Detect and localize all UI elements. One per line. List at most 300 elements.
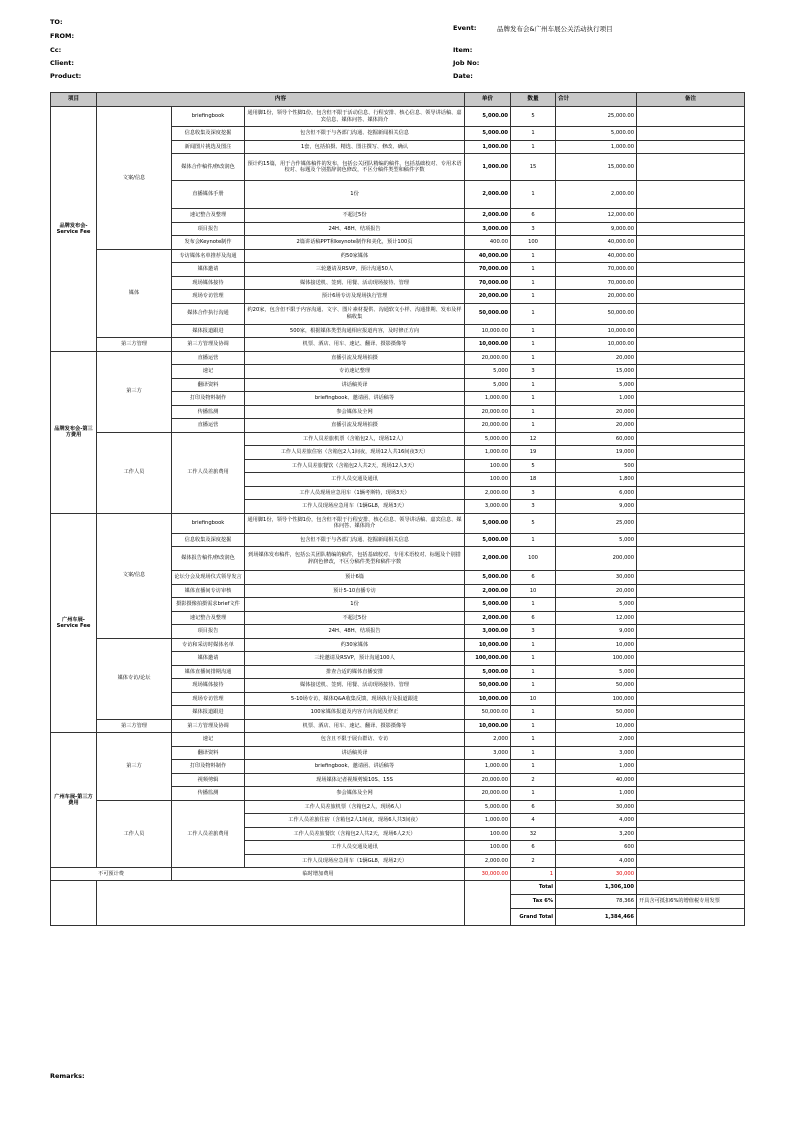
row-quantity: 1	[511, 249, 556, 263]
row-remark	[637, 209, 745, 223]
row-remark	[637, 338, 745, 352]
group-name: 媒体专访/论坛	[97, 638, 172, 719]
table-row	[51, 638, 745, 652]
event-label: Event:	[453, 24, 477, 32]
row-item: 现场媒体接待	[172, 276, 245, 290]
row-remark	[637, 303, 745, 324]
row-description: 工作人员现场应急用车（1辆GL8，现场2天）	[245, 854, 465, 868]
row-remark	[637, 459, 745, 473]
row-quantity: 2	[511, 773, 556, 787]
row-total: 5,000	[556, 533, 637, 547]
row-quantity: 1	[511, 746, 556, 760]
row-total: 600	[556, 841, 637, 855]
row-item: 专访和采访时媒体名单	[172, 638, 245, 652]
row-quantity: 5	[511, 513, 556, 533]
row-total: 20,000.00	[556, 290, 637, 304]
row-total: 3,200	[556, 827, 637, 841]
row-remark	[637, 692, 745, 706]
row-item: 媒体合作稿件/修改润色	[172, 154, 245, 181]
row-item: 媒体合作执行沟通	[172, 303, 245, 324]
row-quantity: 3	[511, 625, 556, 639]
row-description: 工作人员交通及通讯	[245, 841, 465, 855]
group-name: 文案/信息	[97, 513, 172, 638]
row-total: 70,000.00	[556, 276, 637, 290]
row-total: 12,000.00	[556, 209, 637, 223]
row-quantity: 1	[511, 324, 556, 338]
contingency-remark	[637, 868, 745, 881]
row-quantity: 6	[511, 841, 556, 855]
row-total: 20,000	[556, 419, 637, 433]
summary-note	[637, 881, 745, 895]
row-unit-price: 70,000.00	[465, 263, 511, 277]
row-unit-price: 5,000.00	[465, 665, 511, 679]
row-quantity: 19	[511, 446, 556, 460]
row-description: 预计6场专访及现场执行管理	[245, 290, 465, 304]
row-quantity: 3	[511, 365, 556, 379]
row-quantity: 1	[511, 787, 556, 801]
row-unit-price: 2,000.00	[465, 611, 511, 625]
row-unit-price: 3,000.00	[465, 500, 511, 514]
row-quantity: 3	[511, 222, 556, 236]
row-total: 1,000	[556, 392, 637, 406]
row-total: 9,000.00	[556, 222, 637, 236]
row-total: 19,000	[556, 446, 637, 460]
row-item: 媒体邀请	[172, 263, 245, 277]
row-quantity: 1	[511, 679, 556, 693]
row-description: 24H、48H、结项报告	[245, 222, 465, 236]
row-quantity: 1	[511, 760, 556, 774]
row-unit-price: 100.00	[465, 841, 511, 855]
row-item: 打印及物料制作	[172, 760, 245, 774]
row-item: 媒体邀请	[172, 652, 245, 666]
row-remark	[637, 236, 745, 250]
row-quantity: 32	[511, 827, 556, 841]
row-unit-price: 20,000.00	[465, 773, 511, 787]
row-total: 40,000.00	[556, 249, 637, 263]
row-total: 50,000.00	[556, 303, 637, 324]
table-header-row	[51, 93, 745, 107]
row-unit-price: 20,000.00	[465, 787, 511, 801]
row-quantity: 1	[511, 533, 556, 547]
row-total: 15,000.00	[556, 154, 637, 181]
row-total: 20,000	[556, 351, 637, 365]
table-row	[51, 800, 745, 814]
product-label: Product:	[50, 72, 82, 80]
contingency-description: 临时增加费用	[172, 868, 465, 881]
group-subname: 工作人员差旅费用	[172, 800, 245, 868]
row-item: 速记整合及整理	[172, 611, 245, 625]
row-total: 5,000	[556, 378, 637, 392]
row-item: 媒体直播间排期沟通	[172, 665, 245, 679]
header-item: 项目	[51, 93, 97, 107]
row-unit-price: 1,000.00	[465, 140, 511, 154]
row-quantity: 100	[511, 547, 556, 571]
row-quantity: 1	[511, 652, 556, 666]
row-total: 20,000	[556, 584, 637, 598]
row-remark	[637, 140, 745, 154]
row-unit-price: 5,000.00	[465, 571, 511, 585]
row-quantity: 1	[511, 706, 556, 720]
row-unit-price: 5,000.00	[465, 800, 511, 814]
row-quantity: 1	[511, 598, 556, 612]
row-total: 4,000	[556, 854, 637, 868]
row-quantity: 10	[511, 584, 556, 598]
row-total: 30,000	[556, 800, 637, 814]
row-quantity: 1	[511, 338, 556, 352]
row-item: 第三方管理及协调	[172, 338, 245, 352]
table-row	[51, 733, 745, 747]
row-unit-price: 10,000.00	[465, 692, 511, 706]
row-item: 媒体直播间专访审核	[172, 584, 245, 598]
summary-label: Grand Total	[511, 909, 556, 926]
summary-note: 开具含可抵扣6%的增值税专用发票	[637, 895, 745, 909]
row-quantity: 3	[511, 500, 556, 514]
row-remark	[637, 800, 745, 814]
row-description: 1份	[245, 181, 465, 209]
row-description: 约30家媒体	[245, 638, 465, 652]
header-remarks: 备注	[637, 93, 745, 107]
row-total: 5,000.00	[556, 127, 637, 141]
row-quantity: 5	[511, 459, 556, 473]
row-quantity: 6	[511, 800, 556, 814]
section-name: 品牌发布会-第三方费用	[51, 351, 97, 513]
row-item: 论坛分会及现场仪式领导发言	[172, 571, 245, 585]
row-unit-price: 10,000.00	[465, 719, 511, 733]
row-unit-price: 5,000.00	[465, 533, 511, 547]
row-description: 约50家媒体	[245, 249, 465, 263]
row-unit-price: 2,000.00	[465, 209, 511, 223]
row-total: 1,800	[556, 473, 637, 487]
header-unit-price: 单价	[465, 93, 511, 107]
row-description: 包含但不限于与各部门沟通、挖掘新闻相关信息	[245, 127, 465, 141]
row-description: 包含但不限于与各部门沟通、挖掘新闻相关信息	[245, 533, 465, 547]
row-total: 40,000.00	[556, 236, 637, 250]
row-unit-price: 40,000.00	[465, 249, 511, 263]
group-name: 第三方管理	[97, 338, 172, 352]
row-description: 工作人员差旅餐饮（含箱包2人共2天，现场12人3天）	[245, 459, 465, 473]
row-quantity: 1	[511, 263, 556, 277]
row-quantity: 12	[511, 432, 556, 446]
row-description: 讲话稿英译	[245, 378, 465, 392]
row-total: 1,000	[556, 787, 637, 801]
row-unit-price: 5,000.00	[465, 513, 511, 533]
row-unit-price: 100.00	[465, 473, 511, 487]
section-name: 广州车展-Service Fee	[51, 513, 97, 733]
header-total: 合计	[556, 93, 637, 107]
row-total: 9,000	[556, 625, 637, 639]
section-name: 品牌发布会-Service Fee	[51, 107, 97, 352]
row-unit-price: 10,000.00	[465, 638, 511, 652]
group-name: 媒体	[97, 249, 172, 338]
row-item: briefingbook	[172, 107, 245, 127]
group-name: 文案/信息	[97, 107, 172, 250]
row-item: 速记整合及整理	[172, 209, 245, 223]
group-subname: 工作人员差旅费用	[172, 432, 245, 513]
row-remark	[637, 584, 745, 598]
row-total: 100,000	[556, 692, 637, 706]
row-item: 直播运营	[172, 351, 245, 365]
row-remark	[637, 351, 745, 365]
row-quantity: 1	[511, 276, 556, 290]
date-label: Date:	[453, 72, 473, 80]
table-row	[51, 351, 745, 365]
row-description: 100家媒体报道及内容方向沟通及修正	[245, 706, 465, 720]
row-item: 直播运营	[172, 419, 245, 433]
header-quantity: 数量	[511, 93, 556, 107]
row-remark	[637, 814, 745, 828]
row-item: 现场专访管理	[172, 692, 245, 706]
row-quantity: 1	[511, 405, 556, 419]
row-total: 5,000	[556, 598, 637, 612]
summary-value: 78,366	[556, 895, 637, 909]
item-label: Item:	[453, 46, 473, 54]
row-description: 参会媒体及全网	[245, 787, 465, 801]
row-item: 发布会Keynote制作	[172, 236, 245, 250]
row-quantity: 1	[511, 351, 556, 365]
row-total: 500	[556, 459, 637, 473]
row-remark	[637, 638, 745, 652]
row-remark	[637, 719, 745, 733]
row-quantity: 1	[511, 719, 556, 733]
row-quantity: 6	[511, 209, 556, 223]
row-item: 现场专访管理	[172, 290, 245, 304]
row-description: 直播引流及现场拍摄	[245, 351, 465, 365]
row-unit-price: 3,000.00	[465, 222, 511, 236]
row-unit-price: 2,000.00	[465, 854, 511, 868]
row-total: 25,000	[556, 513, 637, 533]
row-quantity: 6	[511, 611, 556, 625]
row-item: briefingbook	[172, 513, 245, 533]
row-unit-price: 5,000.00	[465, 127, 511, 141]
row-description: 工作人员差旅机票（含箱包2人，现场12人）	[245, 432, 465, 446]
row-total: 100,000	[556, 652, 637, 666]
table-row	[51, 719, 745, 733]
row-remark	[637, 324, 745, 338]
row-description: 1套，包括拍摄、精选、图注撰写、修改、确认	[245, 140, 465, 154]
row-quantity: 3	[511, 486, 556, 500]
row-total: 2,000.00	[556, 181, 637, 209]
row-total: 40,000	[556, 773, 637, 787]
row-description: 媒体接送机、签到、用餐、活动现场接待、管理	[245, 276, 465, 290]
row-item: 打印及物料制作	[172, 392, 245, 406]
row-total: 5,000	[556, 665, 637, 679]
row-total: 2,000	[556, 733, 637, 747]
row-quantity: 6	[511, 571, 556, 585]
summary-note	[637, 909, 745, 926]
row-unit-price: 2,000.00	[465, 181, 511, 209]
summary-blank-c	[465, 881, 511, 926]
row-remark	[637, 432, 745, 446]
row-remark	[637, 827, 745, 841]
contingency-label: 不可预计费	[51, 868, 172, 881]
row-item: 媒体报告稿件/修改润色	[172, 547, 245, 571]
row-item: 项目报告	[172, 222, 245, 236]
row-total: 60,000	[556, 432, 637, 446]
quotation-table	[50, 92, 745, 926]
row-remark	[637, 571, 745, 585]
row-total: 10,000.00	[556, 324, 637, 338]
row-remark	[637, 181, 745, 209]
row-remark	[637, 446, 745, 460]
group-name: 工作人员	[97, 432, 172, 513]
row-description: 不超过5份	[245, 611, 465, 625]
row-item: 专访媒体名单推荐及沟通	[172, 249, 245, 263]
row-unit-price: 20,000.00	[465, 351, 511, 365]
row-remark	[637, 760, 745, 774]
row-total: 25,000.00	[556, 107, 637, 127]
row-description: 工作人员差旅餐饮（含箱包2人共2天，现场6人2天）	[245, 827, 465, 841]
summary-label: Total	[511, 881, 556, 895]
row-quantity: 1	[511, 378, 556, 392]
section-name: 广州车展-第三方费用	[51, 733, 97, 868]
row-remark	[637, 773, 745, 787]
row-total: 50,000	[556, 679, 637, 693]
row-quantity: 1	[511, 303, 556, 324]
row-remark	[637, 746, 745, 760]
row-description: briefingbook、邀请函、讲话稿等	[245, 760, 465, 774]
event-value: 品牌发布会&广州车展公关活动执行项目	[497, 25, 613, 33]
row-total: 200,000	[556, 547, 637, 571]
summary-blank-a	[51, 881, 97, 926]
row-unit-price: 5,000	[465, 378, 511, 392]
row-item: 速记	[172, 365, 245, 379]
row-unit-price: 50,000.00	[465, 303, 511, 324]
row-description: 三轮邀请及RSVP，预计沟通100人	[245, 652, 465, 666]
row-unit-price: 10,000.00	[465, 338, 511, 352]
row-total: 50,000	[556, 706, 637, 720]
row-description: 媒体接送机、签到、用餐、活动现场接待、管理	[245, 679, 465, 693]
row-total: 3,000	[556, 746, 637, 760]
row-description: 参会媒体及全网	[245, 405, 465, 419]
row-quantity: 100	[511, 236, 556, 250]
row-unit-price: 20,000.00	[465, 290, 511, 304]
row-remark	[637, 154, 745, 181]
row-remark	[637, 419, 745, 433]
table-row	[51, 513, 745, 533]
row-quantity: 1	[511, 733, 556, 747]
row-remark	[637, 500, 745, 514]
row-total: 30,000	[556, 571, 637, 585]
row-unit-price: 1,000.00	[465, 760, 511, 774]
row-unit-price: 2,000	[465, 733, 511, 747]
row-total: 12,000	[556, 611, 637, 625]
row-unit-price: 2,000.00	[465, 584, 511, 598]
row-description: 机票、酒店、用车、速记、翻译、摄影摄像等	[245, 719, 465, 733]
row-remark	[637, 513, 745, 533]
header-content: 内容	[97, 93, 465, 107]
row-description: 现场媒体记者视频剪辑10S、15S	[245, 773, 465, 787]
row-remark	[637, 733, 745, 747]
row-item: 翻译资料	[172, 746, 245, 760]
row-quantity: 18	[511, 473, 556, 487]
group-name: 第三方	[97, 733, 172, 801]
row-remark	[637, 249, 745, 263]
contingency-quantity: 1	[511, 868, 556, 881]
row-quantity: 1	[511, 419, 556, 433]
summary-blank-b	[97, 881, 465, 926]
row-quantity: 5	[511, 107, 556, 127]
table-row	[51, 432, 745, 446]
row-total: 9,000	[556, 500, 637, 514]
row-description: 预计6篇	[245, 571, 465, 585]
row-quantity: 15	[511, 154, 556, 181]
row-unit-price: 50,000.00	[465, 679, 511, 693]
from-label: FROM:	[50, 32, 75, 40]
row-total: 15,000	[556, 365, 637, 379]
row-description: 机票、酒店、用车、速记、翻译、摄影摄像等	[245, 338, 465, 352]
row-remark	[637, 486, 745, 500]
summary-label: Tax 6%	[511, 895, 556, 909]
row-item: 项目报告	[172, 625, 245, 639]
row-total: 1,000	[556, 760, 637, 774]
row-quantity: 4	[511, 814, 556, 828]
row-description: 工作人员现场应急用车（1辆考斯特，现场3天）	[245, 486, 465, 500]
group-name: 工作人员	[97, 800, 172, 868]
row-remark	[637, 625, 745, 639]
row-remark	[637, 533, 745, 547]
row-unit-price: 5,000.00	[465, 598, 511, 612]
row-item: 第三方管理及协调	[172, 719, 245, 733]
row-quantity: 1	[511, 638, 556, 652]
job-no-label: Job No:	[453, 59, 480, 67]
row-item: 摄影摄像拍摄需求brief文件	[172, 598, 245, 612]
row-unit-price: 20,000.00	[465, 405, 511, 419]
row-item: 媒体报道跟进	[172, 324, 245, 338]
row-quantity: 1	[511, 127, 556, 141]
row-description: 预计约15篇，用于合作媒体稿件的发布，包括公关团队精编的稿件，包括基础校对、专用术语校对、标题及个别措辞润色修改，不区分稿件类型和稿件字数	[245, 154, 465, 181]
row-item: 翻译资料	[172, 378, 245, 392]
row-description: 排查合适的媒体直播安排	[245, 665, 465, 679]
row-description: 预计5-10直播专访	[245, 584, 465, 598]
row-unit-price: 20,000.00	[465, 419, 511, 433]
row-description: briefingbook、邀请函、讲话稿等	[245, 392, 465, 406]
row-unit-price: 5,000	[465, 365, 511, 379]
row-unit-price: 5,000.00	[465, 432, 511, 446]
client-label: Client:	[50, 59, 74, 67]
row-unit-price: 1,000.00	[465, 392, 511, 406]
row-item: 现场媒体接待	[172, 679, 245, 693]
row-description: 专访速记整理	[245, 365, 465, 379]
row-description: 工作人员差旅住宿（含箱包2人1间夜，现场12人共16间夜3天）	[245, 446, 465, 460]
contingency-total: 30,000	[556, 868, 637, 881]
row-item: 信息收集及深度挖掘	[172, 127, 245, 141]
row-unit-price: 1,000.00	[465, 446, 511, 460]
row-description: 约20家，包含但不限于内容沟通、文字、图片素材提供、沟通软文小样、沟通排期、发布及样稿收集	[245, 303, 465, 324]
row-remark	[637, 107, 745, 127]
row-description: 通用脚1份，领导个性脚1份，包含但不限于活动信息、行程安排、核心信息、领导讲话稿、嘉宾信息、媒体问答、媒体简介	[245, 107, 465, 127]
contingency-unit-price: 30,000.00	[465, 868, 511, 881]
row-quantity: 1	[511, 290, 556, 304]
row-description: 三轮邀请及RSVP，预计沟通50人	[245, 263, 465, 277]
row-total: 20,000	[556, 405, 637, 419]
row-total: 4,000	[556, 814, 637, 828]
row-item: 媒体报道跟进	[172, 706, 245, 720]
row-remark	[637, 392, 745, 406]
row-description: 直播引流及现场拍摄	[245, 419, 465, 433]
row-item: 视频剪辑	[172, 773, 245, 787]
row-description: 工作人员交通及通讯	[245, 473, 465, 487]
row-unit-price: 1,000.00	[465, 814, 511, 828]
table-row	[51, 249, 745, 263]
row-remark	[637, 473, 745, 487]
row-description: 包含且不限于展台群访、专访	[245, 733, 465, 747]
row-description: 工作人员差旅机票（含箱包2人，现场6人）	[245, 800, 465, 814]
row-remark	[637, 652, 745, 666]
row-item: 传播监测	[172, 405, 245, 419]
row-item: 信息收集及深度挖掘	[172, 533, 245, 547]
row-remark	[637, 841, 745, 855]
row-remark	[637, 706, 745, 720]
